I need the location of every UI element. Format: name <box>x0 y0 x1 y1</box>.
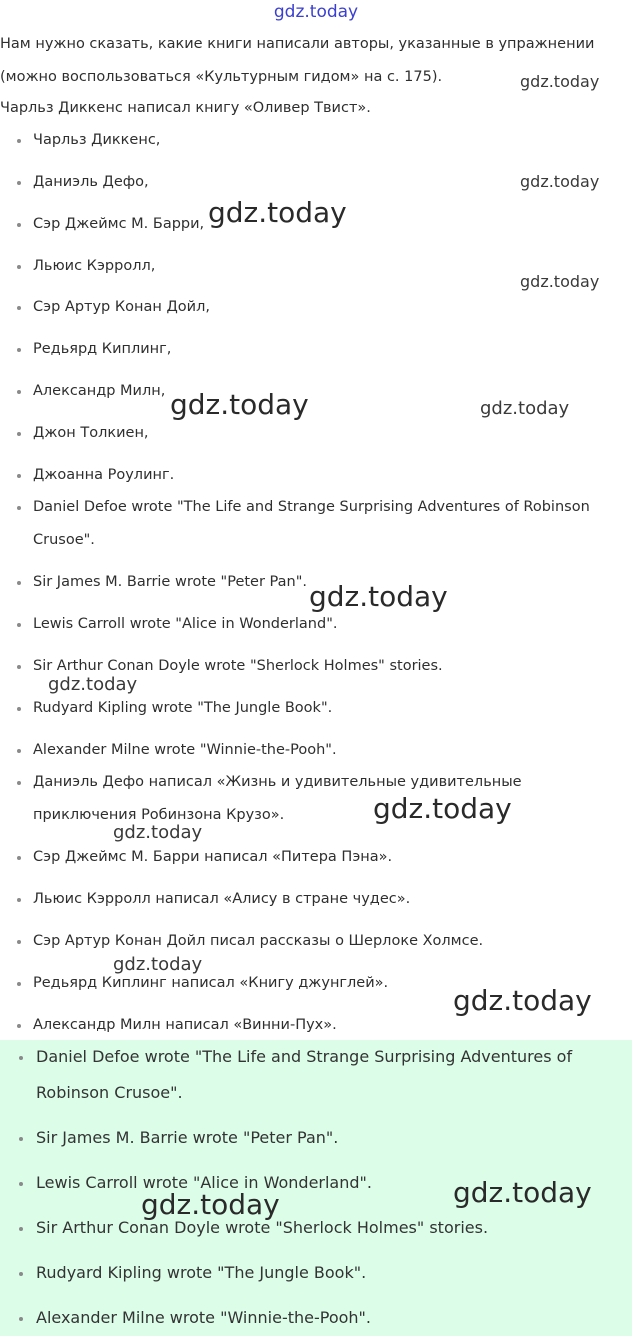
english-item: Sir Arthur Conan Doyle wrote "Sherlock Holmes" stories. <box>33 658 443 674</box>
highlighted-item-line-1: Daniel Defoe wrote "The Life and Strange Surprising Adventures of <box>36 1047 573 1066</box>
english-item-line-1: Daniel Defoe wrote "The Life and Strange Surprising Adventures of Robinson <box>33 499 590 515</box>
highlighted-item: Sir Arthur Conan Doyle wrote "Sherlock Holmes" stories. <box>36 1218 489 1237</box>
highlighted-item-line-2: Robinson Crusoe". <box>36 1083 183 1102</box>
author-item: Джон Толкиен, <box>33 425 149 441</box>
intro-line-1: Нам нужно сказать, какие книги написали авторы, указанные в упражнении <box>0 36 595 52</box>
watermark: gdz.today <box>480 398 570 419</box>
russian-item-line-1: Даниэль Дефо написал «Жизнь и удивительные удивительные <box>33 774 522 790</box>
intro-line-3: Чарльз Диккенс написал книгу «Оливер Твист». <box>0 100 371 116</box>
russian-item: Сэр Джеймс М. Барри написал «Питера Пэна». <box>33 849 393 865</box>
english-item: Sir James M. Barrie wrote "Peter Pan". <box>33 574 307 590</box>
author-item: Александр Милн, <box>33 383 166 399</box>
watermark: gdz.today <box>170 388 309 421</box>
author-item: Льюис Кэрролл, <box>33 258 156 274</box>
author-item: Даниэль Дефо, <box>33 174 149 190</box>
english-item: Lewis Carroll wrote "Alice in Wonderland". <box>33 616 338 632</box>
watermark: gdz.today <box>113 954 203 975</box>
watermark: gdz.today <box>309 580 448 613</box>
highlighted-item: Alexander Milne wrote "Winnie-the-Pooh". <box>36 1308 371 1327</box>
watermark: gdz.today <box>520 272 600 291</box>
watermark: gdz.today <box>520 72 600 91</box>
russian-item: Редьярд Киплинг написал «Книгу джунглей». <box>33 975 389 991</box>
author-item: Сэр Артур Конан Дойл, <box>33 299 210 315</box>
watermark: gdz.today <box>113 822 203 843</box>
highlighted-item: Sir James M. Barrie wrote "Peter Pan". <box>36 1128 339 1147</box>
english-item: Alexander Milne wrote "Winnie-the-Pooh". <box>33 742 337 758</box>
highlighted-item: Lewis Carroll wrote "Alice in Wonderland". <box>36 1173 372 1192</box>
author-item: Редьярд Киплинг, <box>33 341 172 357</box>
author-item: Джоанна Роулинг. <box>33 467 175 483</box>
russian-item: Александр Милн написал «Винни-Пух». <box>33 1017 337 1033</box>
russian-item-line-2: приключения Робинзона Крузо». <box>33 807 285 823</box>
author-item: Сэр Джеймс М. Барри, <box>33 216 205 232</box>
watermark: gdz.today <box>453 1176 592 1209</box>
watermark: gdz.today <box>520 172 600 191</box>
english-item <box>33 497 590 548</box>
russian-item: Льюис Кэрролл написал «Алису в стране чудес». <box>33 891 411 907</box>
highlighted-item <box>36 1046 573 1102</box>
author-item: Чарльз Диккенс, <box>33 132 161 148</box>
watermark: gdz.today <box>373 792 512 825</box>
watermark: gdz.today <box>141 1188 280 1221</box>
watermark: gdz.today <box>48 674 138 695</box>
highlighted-item: Rudyard Kipling wrote "The Jungle Book". <box>36 1263 367 1282</box>
english-item-line-2: Crusoe". <box>33 532 95 548</box>
russian-item: Сэр Артур Конан Дойл писал рассказы о Шерлоке Холмсе. <box>33 933 484 949</box>
english-item: Rudyard Kipling wrote "The Jungle Book". <box>33 700 333 716</box>
watermark: gdz.today <box>208 196 347 229</box>
intro-line-2: (можно воспользоваться «Культурным гидом» на с. 175). <box>0 69 443 85</box>
header-watermark-link[interactable]: gdz.today <box>273 2 359 22</box>
watermark: gdz.today <box>453 984 592 1017</box>
